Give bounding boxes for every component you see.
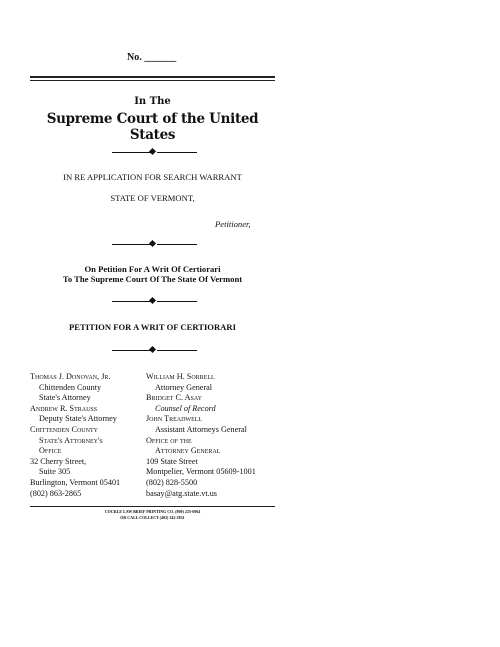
counsel-title: Assistant Attorneys General	[155, 424, 247, 434]
office-name: Office of the	[146, 435, 192, 445]
docket-number	[127, 52, 176, 63]
counsel-name: William H. Sorrell	[146, 372, 215, 381]
counsel-title: Deputy State's Attorney	[39, 414, 117, 424]
counsel-title: Attorney General	[155, 382, 213, 392]
email-address: basay@atg.state.vt.us	[146, 488, 217, 498]
phone-number: (802) 828-5500	[146, 477, 198, 487]
caption-party: STATE OF VERMONT,	[110, 193, 195, 203]
counsel-name: Thomas J. Donovan, Jr.	[30, 372, 111, 381]
docket-label: No.	[127, 52, 142, 63]
counsel-of-record: Counsel of Record	[155, 403, 216, 413]
counsel-title: State's Attorney	[39, 393, 91, 403]
counsel-right	[146, 372, 256, 499]
phone-number: (802) 863-2865	[30, 488, 82, 498]
address-line: Montpelier, Vermont 05609-1001	[146, 467, 256, 477]
office-name: State's Attorney's	[39, 435, 103, 445]
writ-line-1: On Petition For A Writ Of Certiorari	[84, 264, 221, 274]
top-rule-thick	[30, 76, 275, 78]
counsel-name: Andrew R. Strauss	[30, 403, 98, 413]
caption-matter: IN RE APPLICATION FOR SEARCH WARRANT	[63, 172, 242, 182]
office-name: Chittenden County	[30, 424, 98, 434]
counsel-title: Chittenden County	[39, 382, 102, 392]
address-line: 32 Cherry Street,	[30, 456, 87, 466]
docket-blank: _______	[144, 52, 176, 63]
ornament-divider	[0, 346, 500, 355]
petition-title: PETITION FOR A WRIT OF CERTIORARI	[69, 322, 236, 332]
ornament-divider	[0, 148, 500, 157]
office-name: Attorney General	[155, 446, 221, 456]
top-rule-thin	[30, 80, 275, 81]
court-name: Supreme Court of the United States	[46, 111, 259, 143]
address-line: Burlington, Vermont 05401	[30, 477, 121, 487]
caption-role: Petitioner,	[215, 219, 251, 229]
counsel-name: Bridget C. Asay	[146, 393, 202, 403]
address-line: Suite 305	[39, 467, 71, 477]
counsel-left	[30, 372, 120, 499]
ornament-divider	[0, 240, 500, 249]
address-line: 109 State Street	[146, 456, 198, 466]
writ-line-2: To The Supreme Court Of The State Of Vermont	[62, 274, 243, 284]
printer-line-1: COCKLE LAW BRIEF PRINTING CO. (800) 225-6964	[104, 509, 201, 514]
counsel-name: John Treadwell	[146, 414, 203, 424]
printer-line-2: OR CALL COLLECT (402) 342-2831	[120, 515, 185, 520]
court-header	[30, 96, 275, 143]
footer-rule	[30, 506, 275, 507]
office-name: Office	[39, 446, 62, 456]
court-line-in-the: In The	[134, 96, 171, 107]
ornament-divider	[0, 297, 500, 306]
